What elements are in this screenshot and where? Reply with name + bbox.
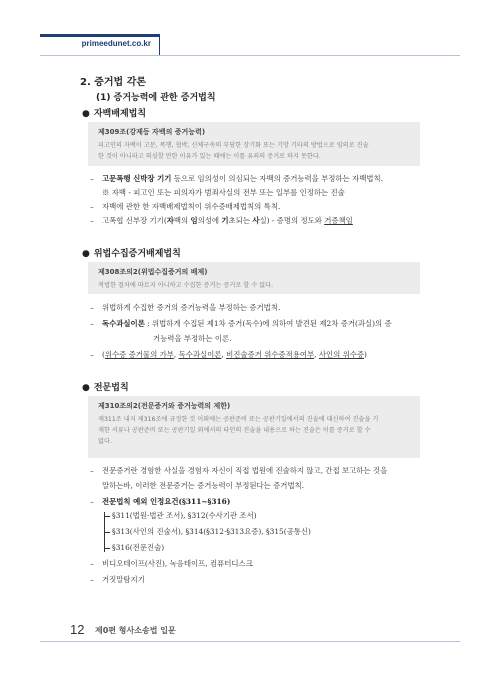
hearsay-statute-box bbox=[88, 396, 420, 458]
illegal-line-2: – 독수과실이론 : 위법하게 수집된 제1차 증거(독수)에 의하여 발견된 제2차 증거(과실)의 증 bbox=[90, 319, 392, 328]
footer-rule bbox=[40, 641, 460, 642]
exception-item-1: §311(법원·법관 조서), §312(수사기관 조서) bbox=[104, 510, 257, 521]
section-title: 2. 증거법 각론 bbox=[80, 77, 147, 88]
exclusion-line-2: ※ 자백 - 피고인 또는 피의자가 범죄사실의 전부 또는 일부를 인정하는 진술 bbox=[102, 188, 345, 197]
bullet-icon: ● bbox=[82, 109, 90, 119]
footer-text: 제0편 형사소송법 입문 bbox=[95, 626, 176, 635]
hearsay-statute-line-1: 제311조 내지 제316조에 규정한 것 이외에는 공판준비 또는 공판기일에서의 진술에 대신하여 진술을 기 bbox=[98, 416, 379, 423]
illegal-line-4: – (위수증 증거물의 가부, 독수과실이론, 비진술증거 위수증적용여부, 사인의 위수증) bbox=[90, 350, 367, 359]
hearsay-heading bbox=[82, 380, 129, 393]
exclusion-statute-title: 제309조(강제등 자백의 증거능력) bbox=[98, 128, 206, 136]
bullet-icon: ● bbox=[82, 249, 90, 259]
exclusion-statute-line-1: 피고인의 자백이 고문, 폭행, 협박, 신체구속의 부당한 장기화 또는 기망 기타의 방법으로 임의로 진술 bbox=[98, 142, 369, 149]
illegal-heading-text: 위법수집증거배제법칙 bbox=[93, 249, 181, 259]
exclusion-statute-box bbox=[88, 122, 420, 166]
exclusion-statute-line-2: 한 것이 아니라고 의심할 만한 이유가 있는 때에는 이를 유죄의 증거로 하지 못한다. bbox=[98, 153, 321, 160]
exception-item-3: §316(전문진술) bbox=[104, 542, 164, 553]
exception-item-2: §313(사인의 진술서), §314(§312·§313요증), §315(공통신) bbox=[104, 526, 311, 537]
exclusion-line-3: – 자백에 관한 한 자백배제법칙이 위수증배제법칙의 특칙. bbox=[90, 202, 281, 211]
hearsay-line-2: 말하는바, 이러한 전문증거는 증거능력이 부정된다는 증거법칙. bbox=[102, 481, 305, 490]
illegal-line-3: 거능력을 부정하는 이론. bbox=[153, 334, 232, 343]
hearsay-line-4: – 비디오테이프(사진), 녹음테이프, 컴퓨터디스크 bbox=[90, 559, 253, 568]
header-rule bbox=[40, 55, 460, 56]
hearsay-line-5: – 거짓말탐지기 bbox=[90, 575, 145, 584]
bullet-icon: ● bbox=[82, 383, 90, 393]
illegal-heading bbox=[82, 246, 181, 259]
hearsay-statute-title: 제310조의2(전문증거와 증거능력의 제한) bbox=[98, 402, 231, 410]
exclusion-heading bbox=[82, 106, 146, 119]
hearsay-line-3: – 전문법칙 예외 인정요건(§311~§316) bbox=[90, 497, 231, 506]
site-url: primeedunet.co.kr bbox=[81, 39, 151, 48]
illegal-statute-title: 제308조의2(위법수집증거의 배제) bbox=[98, 268, 208, 276]
exclusion-line-4: – 고폭협 신부장 기기(자백의 임의성에 기초되는 사실) - 증명의 정도와 거증책임 bbox=[90, 216, 353, 225]
header-tab bbox=[40, 34, 160, 56]
hearsay-line-1: – 전문증거란 경험한 사실을 경험자 자신이 직접 법원에 진술하지 않고, 간접 보고하는 것을 bbox=[90, 466, 388, 475]
sub-title: (1) 증거능력에 관한 증거법칙 bbox=[96, 93, 216, 103]
hearsay-statute-line-2: 재한 서류나 공판준비 또는 공판기일 외에서의 타인의 진술을 내용으로 하는 진술은 이를 증거로 할 수 bbox=[98, 427, 371, 434]
page-number: 12 bbox=[70, 622, 85, 637]
hearsay-statute-line-3: 없다. bbox=[98, 438, 112, 445]
hearsay-heading-text: 전문법칙 bbox=[93, 383, 129, 393]
illegal-line-1: – 위법하게 수집한 증거의 증거능력을 부정하는 증거법칙. bbox=[90, 303, 281, 312]
exclusion-heading-text: 자백배제법칙 bbox=[93, 109, 147, 119]
illegal-statute-box bbox=[88, 262, 420, 294]
illegal-statute-line-1: 적법한 절차에 따르지 아니하고 수집한 증거는 증거로 할 수 없다. bbox=[98, 282, 274, 289]
exclusion-line-1: – 고문폭행 신박장 기기 등으로 임의성이 의심되는 자백의 증거능력을 부정하는 자백법칙. bbox=[90, 174, 383, 183]
